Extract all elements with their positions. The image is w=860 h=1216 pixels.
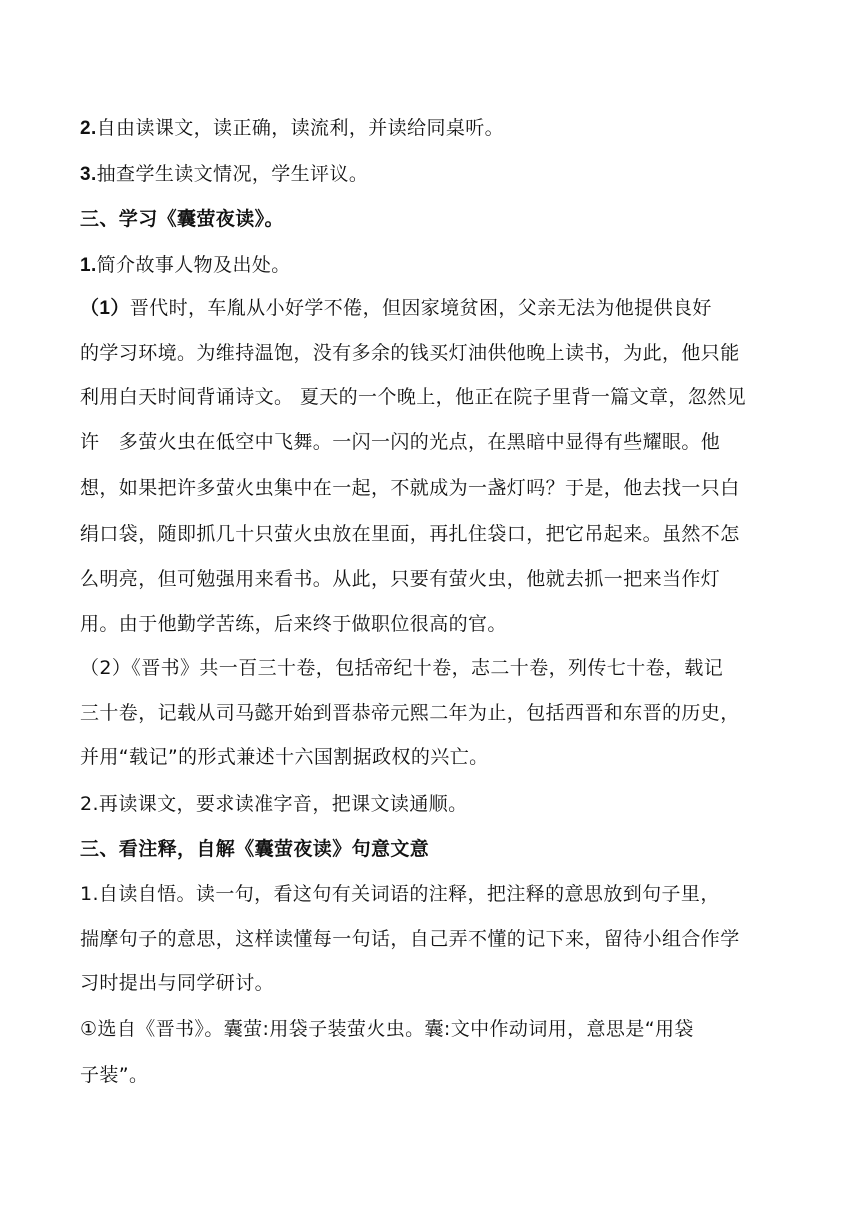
section-heading: 三、学习《囊萤夜读》。 bbox=[80, 208, 284, 230]
paragraph-line: （1）晋代时，车胤从小好学不倦，但因家境贫困，父亲无法为他提供良好 bbox=[80, 297, 712, 319]
paragraph-line: 2.再读课文，要求读准字音，把课文读通顺。 bbox=[80, 793, 468, 815]
paragraph-line: 许 多萤火虫在低空中飞舞。一闪一闪的光点，在黑暗中显得有些耀眼。他 bbox=[80, 431, 721, 453]
paragraph-line: 习时提出与同学研讨。 bbox=[80, 972, 275, 994]
paragraph-line: 么明亮，但可勉强用来看书。从此，只要有萤火虫，他就去抓一把来当作灯 bbox=[80, 568, 721, 590]
paragraph-line: ①选自《晋书》。囊萤:用袋子装萤火虫。囊:文中作动词用，意思是“用袋 bbox=[80, 1018, 694, 1040]
paragraph-line: （2）《晋书》共一百三十卷，包括帝纪十卷，志二十卷，列传七十卷，载记 bbox=[80, 657, 724, 679]
paragraph-line: 1.自读自悟。读一句，看这句有关词语的注释，把注释的意思放到句子里， bbox=[80, 883, 720, 905]
paragraph-line: 1.简介故事人物及出处。 bbox=[80, 254, 291, 276]
paragraph-line: 用。由于他勤学苦练，后来终于做职位很高的官。 bbox=[80, 613, 507, 635]
paragraph-line: 揣摩句子的意思，这样读懂每一句话，自己弄不懂的记下来，留待小组合作学 bbox=[80, 928, 740, 950]
paragraph-line: 2.自由读课文，读正确，读流利，并读给同桌听。 bbox=[80, 117, 505, 139]
paragraph-line: 子装”。 bbox=[80, 1064, 149, 1086]
paragraph-line: 的学习环境。为维持温饱，没有多余的钱买灯油供他晚上读书，为此，他只能 bbox=[80, 342, 740, 364]
paragraph-line: 3.抽查学生读文情况，学生评议。 bbox=[80, 163, 369, 185]
section-heading: 三、看注释，自解《囊萤夜读》句意文意 bbox=[80, 838, 430, 860]
paragraph-line: 绢口袋，随即抓几十只萤火虫放在里面，再扎住袋口，把它吊起来。虽然不怎 bbox=[80, 523, 740, 545]
paragraph-line: 并用“载记”的形式兼述十六国割据政权的兴亡。 bbox=[80, 746, 489, 768]
paragraph-line: 利用白天时间背诵诗文。 夏天的一个晚上，他正在院子里背一篇文章，忽然见 bbox=[80, 386, 747, 408]
paragraph-line: 想，如果把许多萤火虫集中在一起，不就成为一盏灯吗？于是，他去找一只白 bbox=[80, 477, 740, 499]
paragraph-line: 三十卷，记载从司马懿开始到晋恭帝元熙二年为止，包括西晋和东晋的历史， bbox=[80, 702, 740, 724]
